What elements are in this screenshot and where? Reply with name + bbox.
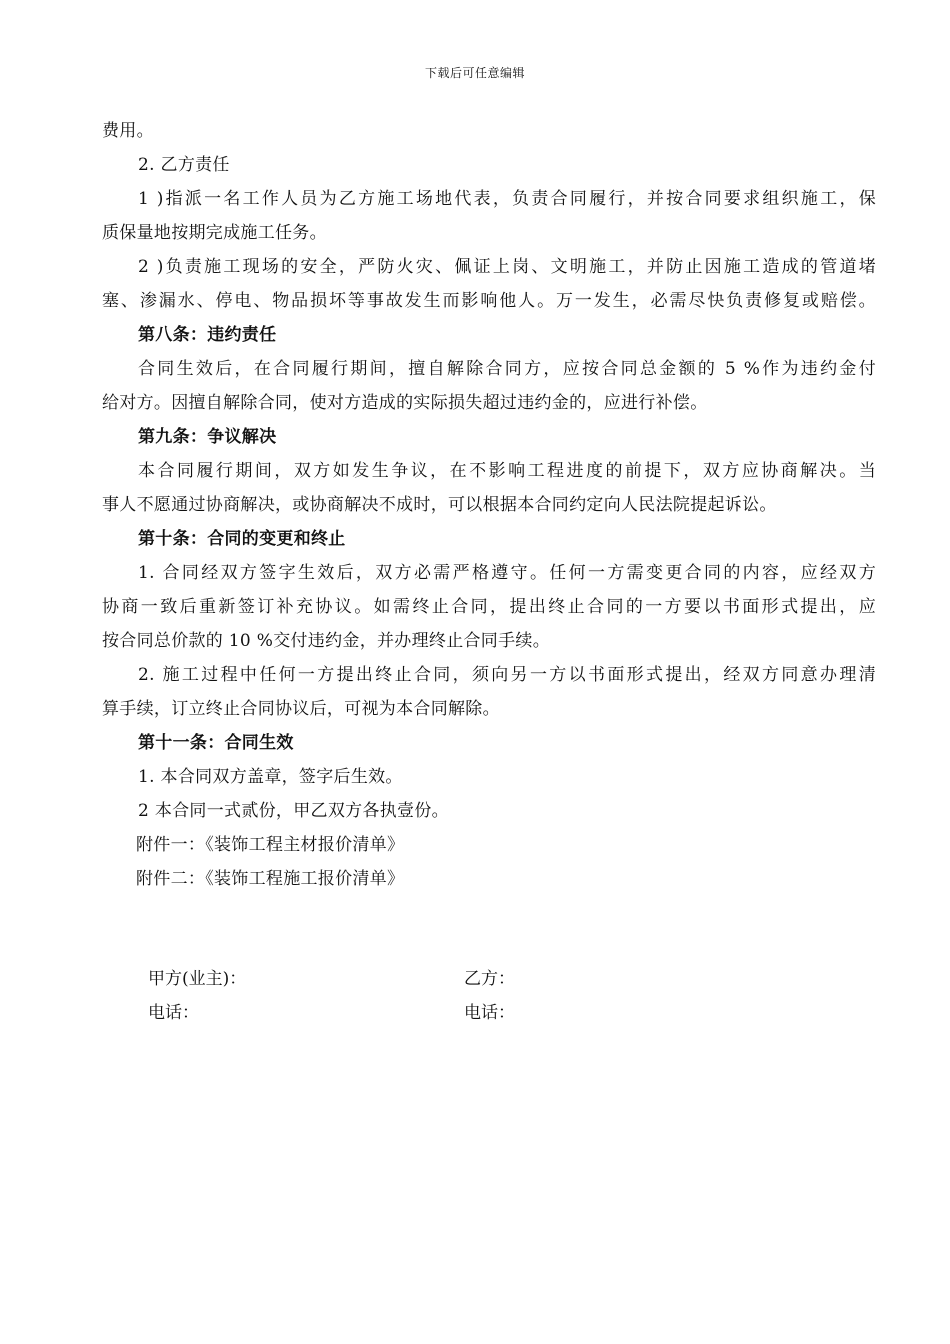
paragraph-line: 协商一致后重新签订补充协议。如需终止合同，提出终止合同的一方要以书面形式提出，应 xyxy=(102,597,876,617)
paragraph-line: 按合同总价款的 10 %交付违约金，并办理终止合同手续。 xyxy=(102,631,550,651)
party-b-phone-label: 电话： xyxy=(464,1003,515,1023)
article-heading: 第十条：合同的变更和终止 xyxy=(138,529,346,549)
paragraph-line: 1. 合同经双方签字生效后，双方必需严格遵守。任何一方需变更合同的内容，应经双方 xyxy=(138,563,876,583)
party-b-label: 乙方： xyxy=(464,969,515,989)
section-label: 2. 乙方责任 xyxy=(138,155,230,175)
article-heading: 第十一条：合同生效 xyxy=(138,733,294,753)
paragraph-line: 1. 本合同双方盖章，签字后生效。 xyxy=(138,767,403,787)
paragraph-line: 事人不愿通过协商解决，或协商解决不成时，可以根据本合同约定向人民法院提起诉讼。 xyxy=(102,495,777,515)
document-body xyxy=(102,114,876,896)
paragraph-line: 1 )指派一名工作人员为乙方施工场地代表，负责合同履行，并按合同要求组织施工，保 xyxy=(138,189,876,209)
signature-block xyxy=(148,962,876,1030)
paragraph-line: 质保量地按期完成施工任务。 xyxy=(102,223,327,243)
signature-row-phone xyxy=(148,996,876,1030)
paragraph-line: 算手续，订立终止合同协议后，可视为本合同解除。 xyxy=(102,699,500,719)
signature-row-party xyxy=(148,962,876,996)
party-a-label: 甲方(业主)： xyxy=(148,969,247,989)
paragraph-line: 费用。 xyxy=(102,121,154,141)
paragraph-line: 塞、渗漏水、停电、物品损坏等事故发生而影响他人。万一发生，必需尽快负责修复或赔偿。 xyxy=(102,291,876,311)
attachment-line: 附件一：《装饰工程主材报价清单》 xyxy=(136,835,405,855)
article-heading: 第八条：违约责任 xyxy=(138,325,277,345)
attachment-line: 附件二：《装饰工程施工报价清单》 xyxy=(136,869,405,889)
paragraph-line: 本合同履行期间，双方如发生争议，在不影响工程进度的前提下，双方应协商解决。当 xyxy=(138,461,876,481)
paragraph-line: 2 )负责施工现场的安全，严防火灾、佩证上岗、文明施工，并防止因施工造成的管道堵 xyxy=(138,257,876,277)
paragraph-line: 2 本合同一式贰份，甲乙双方各执壹份。 xyxy=(138,801,449,821)
paragraph-line: 给对方。因擅自解除合同，使对方造成的实际损失超过违约金的，应进行补偿。 xyxy=(102,393,708,413)
party-a-phone-label: 电话： xyxy=(148,1003,199,1023)
article-heading: 第九条：争议解决 xyxy=(138,427,277,447)
page-header: 下载后可任意编辑 xyxy=(424,66,525,80)
paragraph-line: 2. 施工过程中任何一方提出终止合同，须向另一方以书面形式提出，经双方同意办理清 xyxy=(138,665,876,685)
paragraph-line: 合同生效后，在合同履行期间，擅自解除合同方，应按合同总金额的 5 %作为违约金付 xyxy=(138,359,876,379)
